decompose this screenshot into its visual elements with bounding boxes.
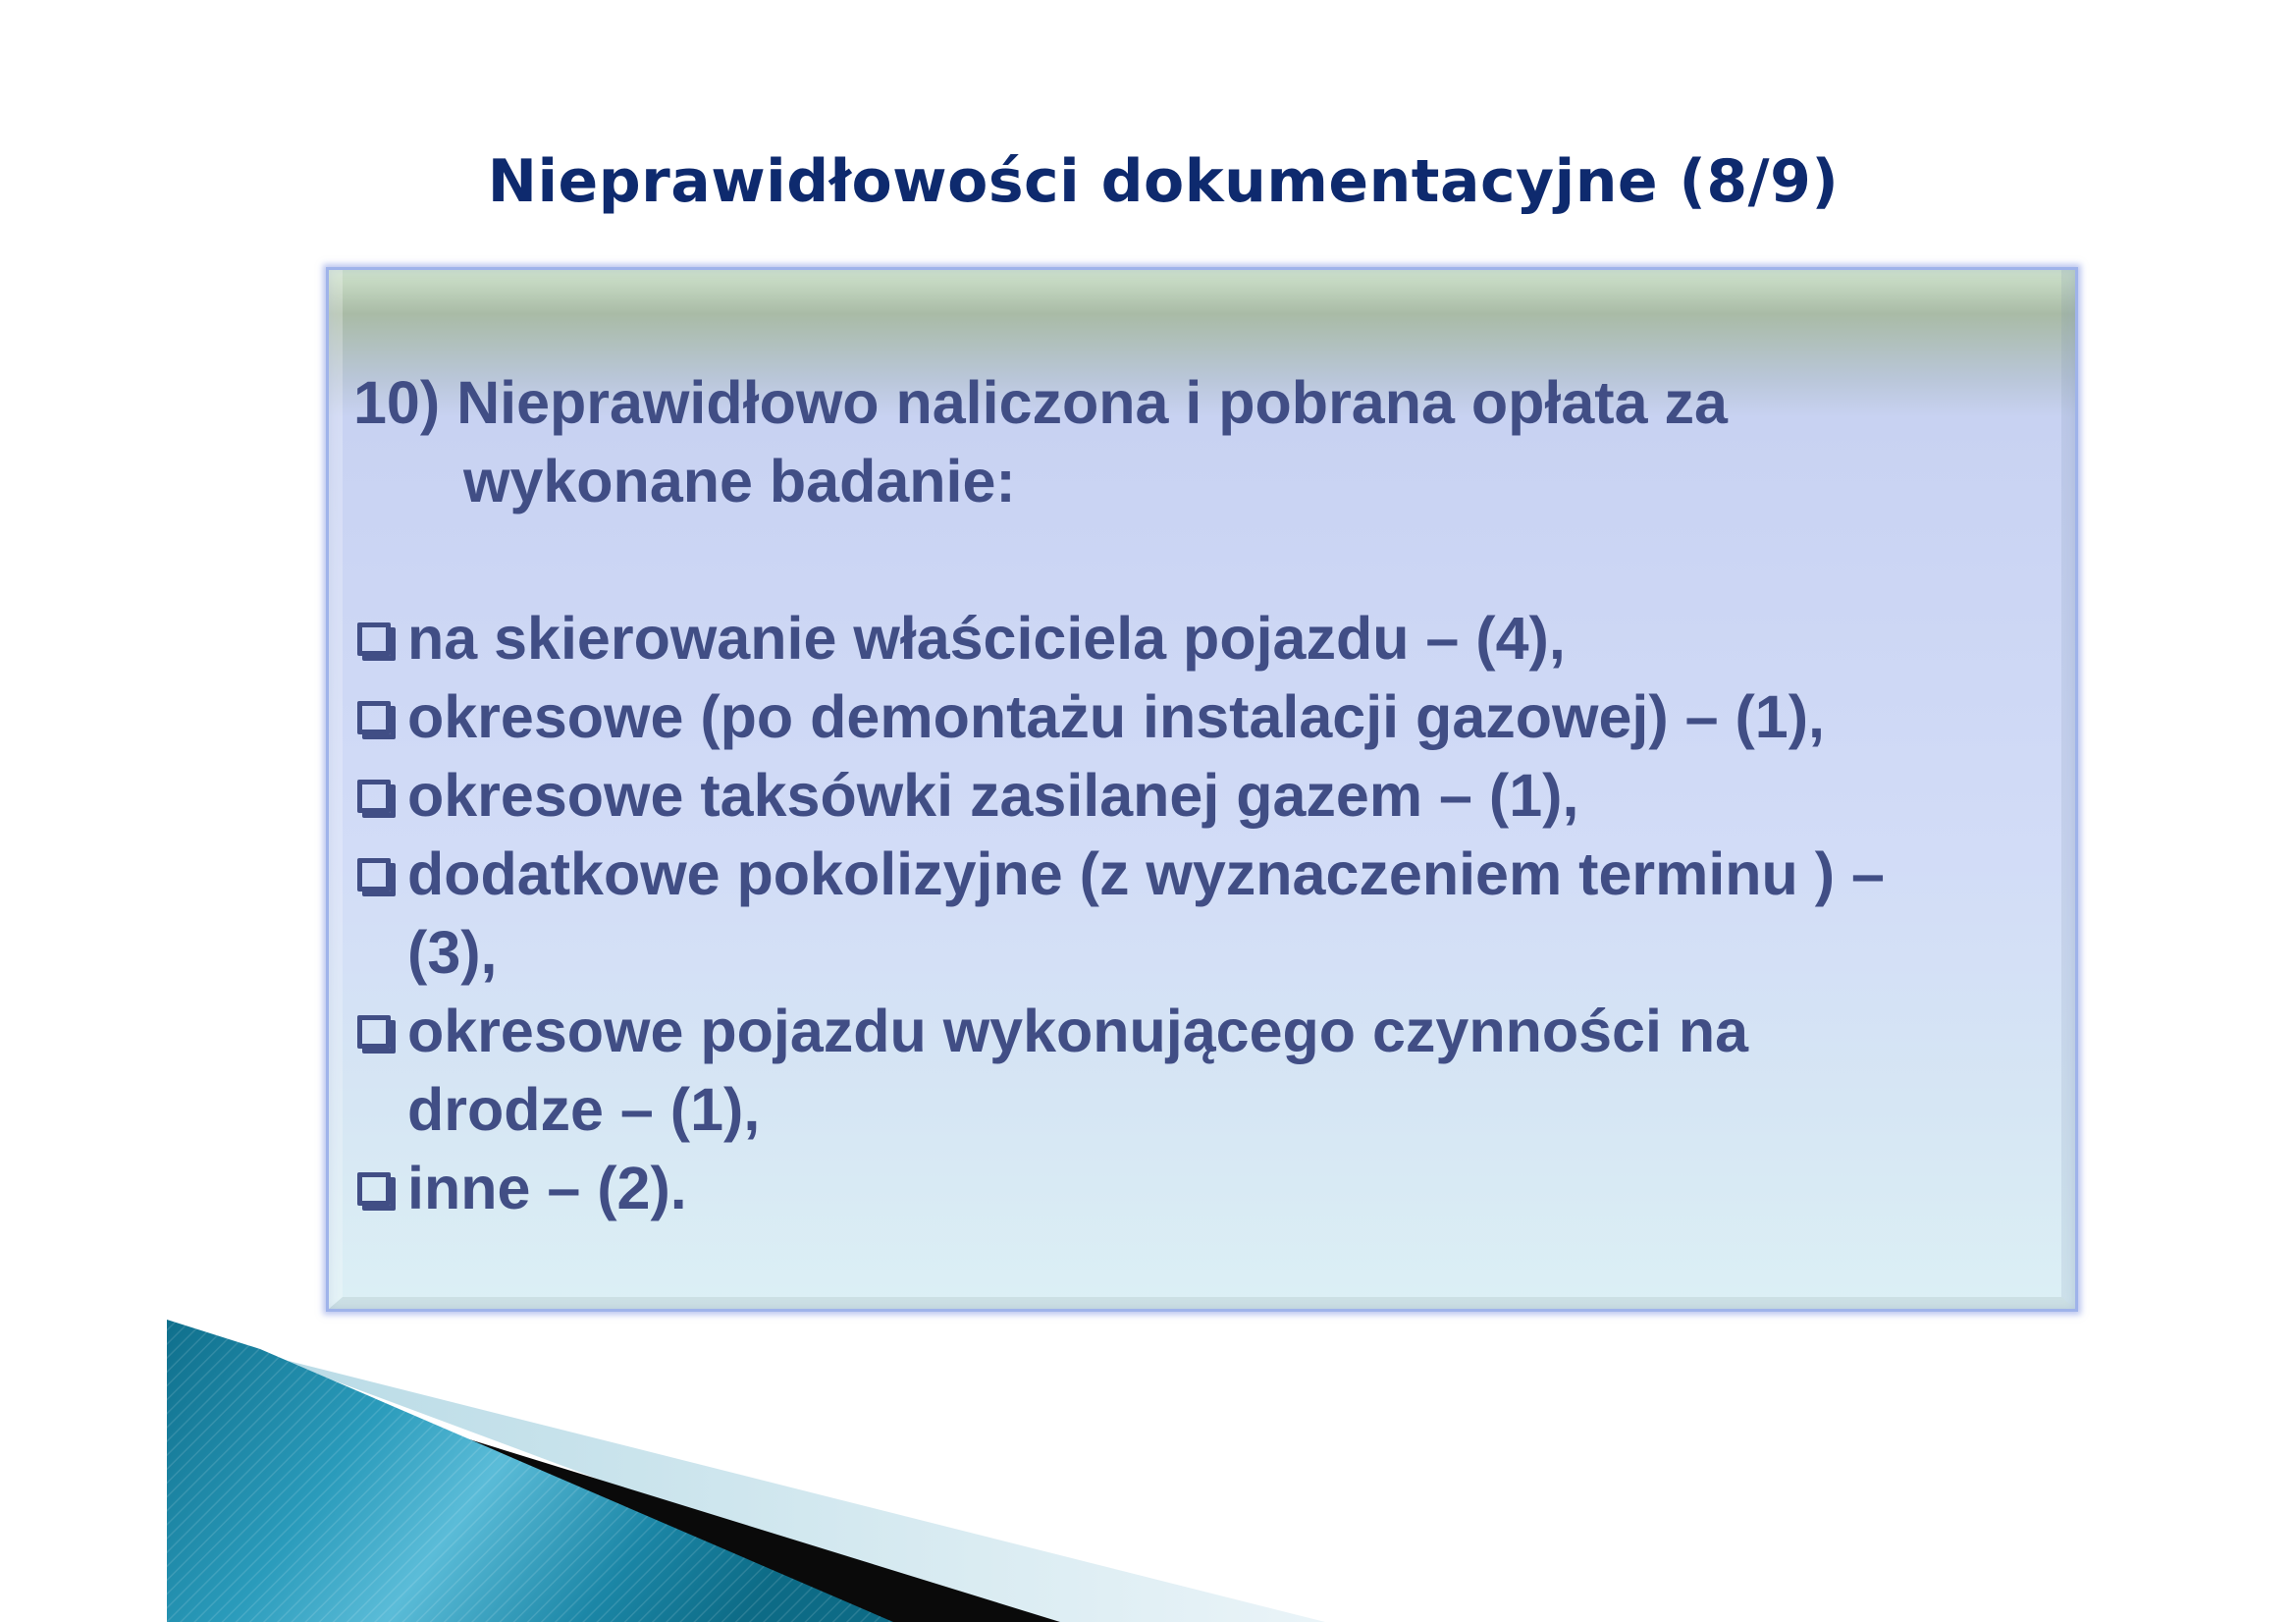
list-item-text: okresowe pojazdu wykonującego czynności na xyxy=(407,998,1749,1064)
item-heading-line2: wykonane badanie: xyxy=(463,448,1016,514)
list-item-text: okresowe (po demontażu instalacji gazowej) – (1), xyxy=(407,683,1825,750)
checkbox-square-icon xyxy=(357,1015,391,1049)
list-item xyxy=(353,599,2061,677)
list-item-text-continued: drodze – (1), xyxy=(407,1076,761,1143)
checkbox-square-icon xyxy=(357,858,391,892)
corner-decoration xyxy=(0,1316,1374,1622)
list-item-text: dodatkowe pokolizyjne (z wyznaczeniem terminu ) – xyxy=(407,840,1885,907)
list-item-text: inne – (2). xyxy=(407,1155,687,1221)
checkbox-square-icon xyxy=(357,622,391,656)
slide-title: Nieprawidłowości dokumentacyjne (8/9) xyxy=(487,147,1840,216)
spacer xyxy=(353,520,2061,599)
checkbox-square-icon xyxy=(357,1172,391,1206)
checkbox-square-icon xyxy=(357,780,391,813)
list-item xyxy=(353,756,2061,835)
list-item xyxy=(353,1149,2061,1227)
content-text xyxy=(353,363,2061,1227)
list-item xyxy=(353,992,2061,1149)
list-item-text-continued: (3), xyxy=(407,919,498,986)
list-item xyxy=(353,835,2061,992)
checkbox-square-icon xyxy=(357,701,391,734)
list-item-text: na skierowanie właściciela pojazdu – (4), xyxy=(407,605,1566,672)
list-item xyxy=(353,677,2061,756)
item-heading-line1: 10) Nieprawidłowo naliczona i pobrana opłata za xyxy=(353,369,1728,436)
list-item-text: okresowe taksówki zasilanej gazem – (1), xyxy=(407,762,1579,829)
